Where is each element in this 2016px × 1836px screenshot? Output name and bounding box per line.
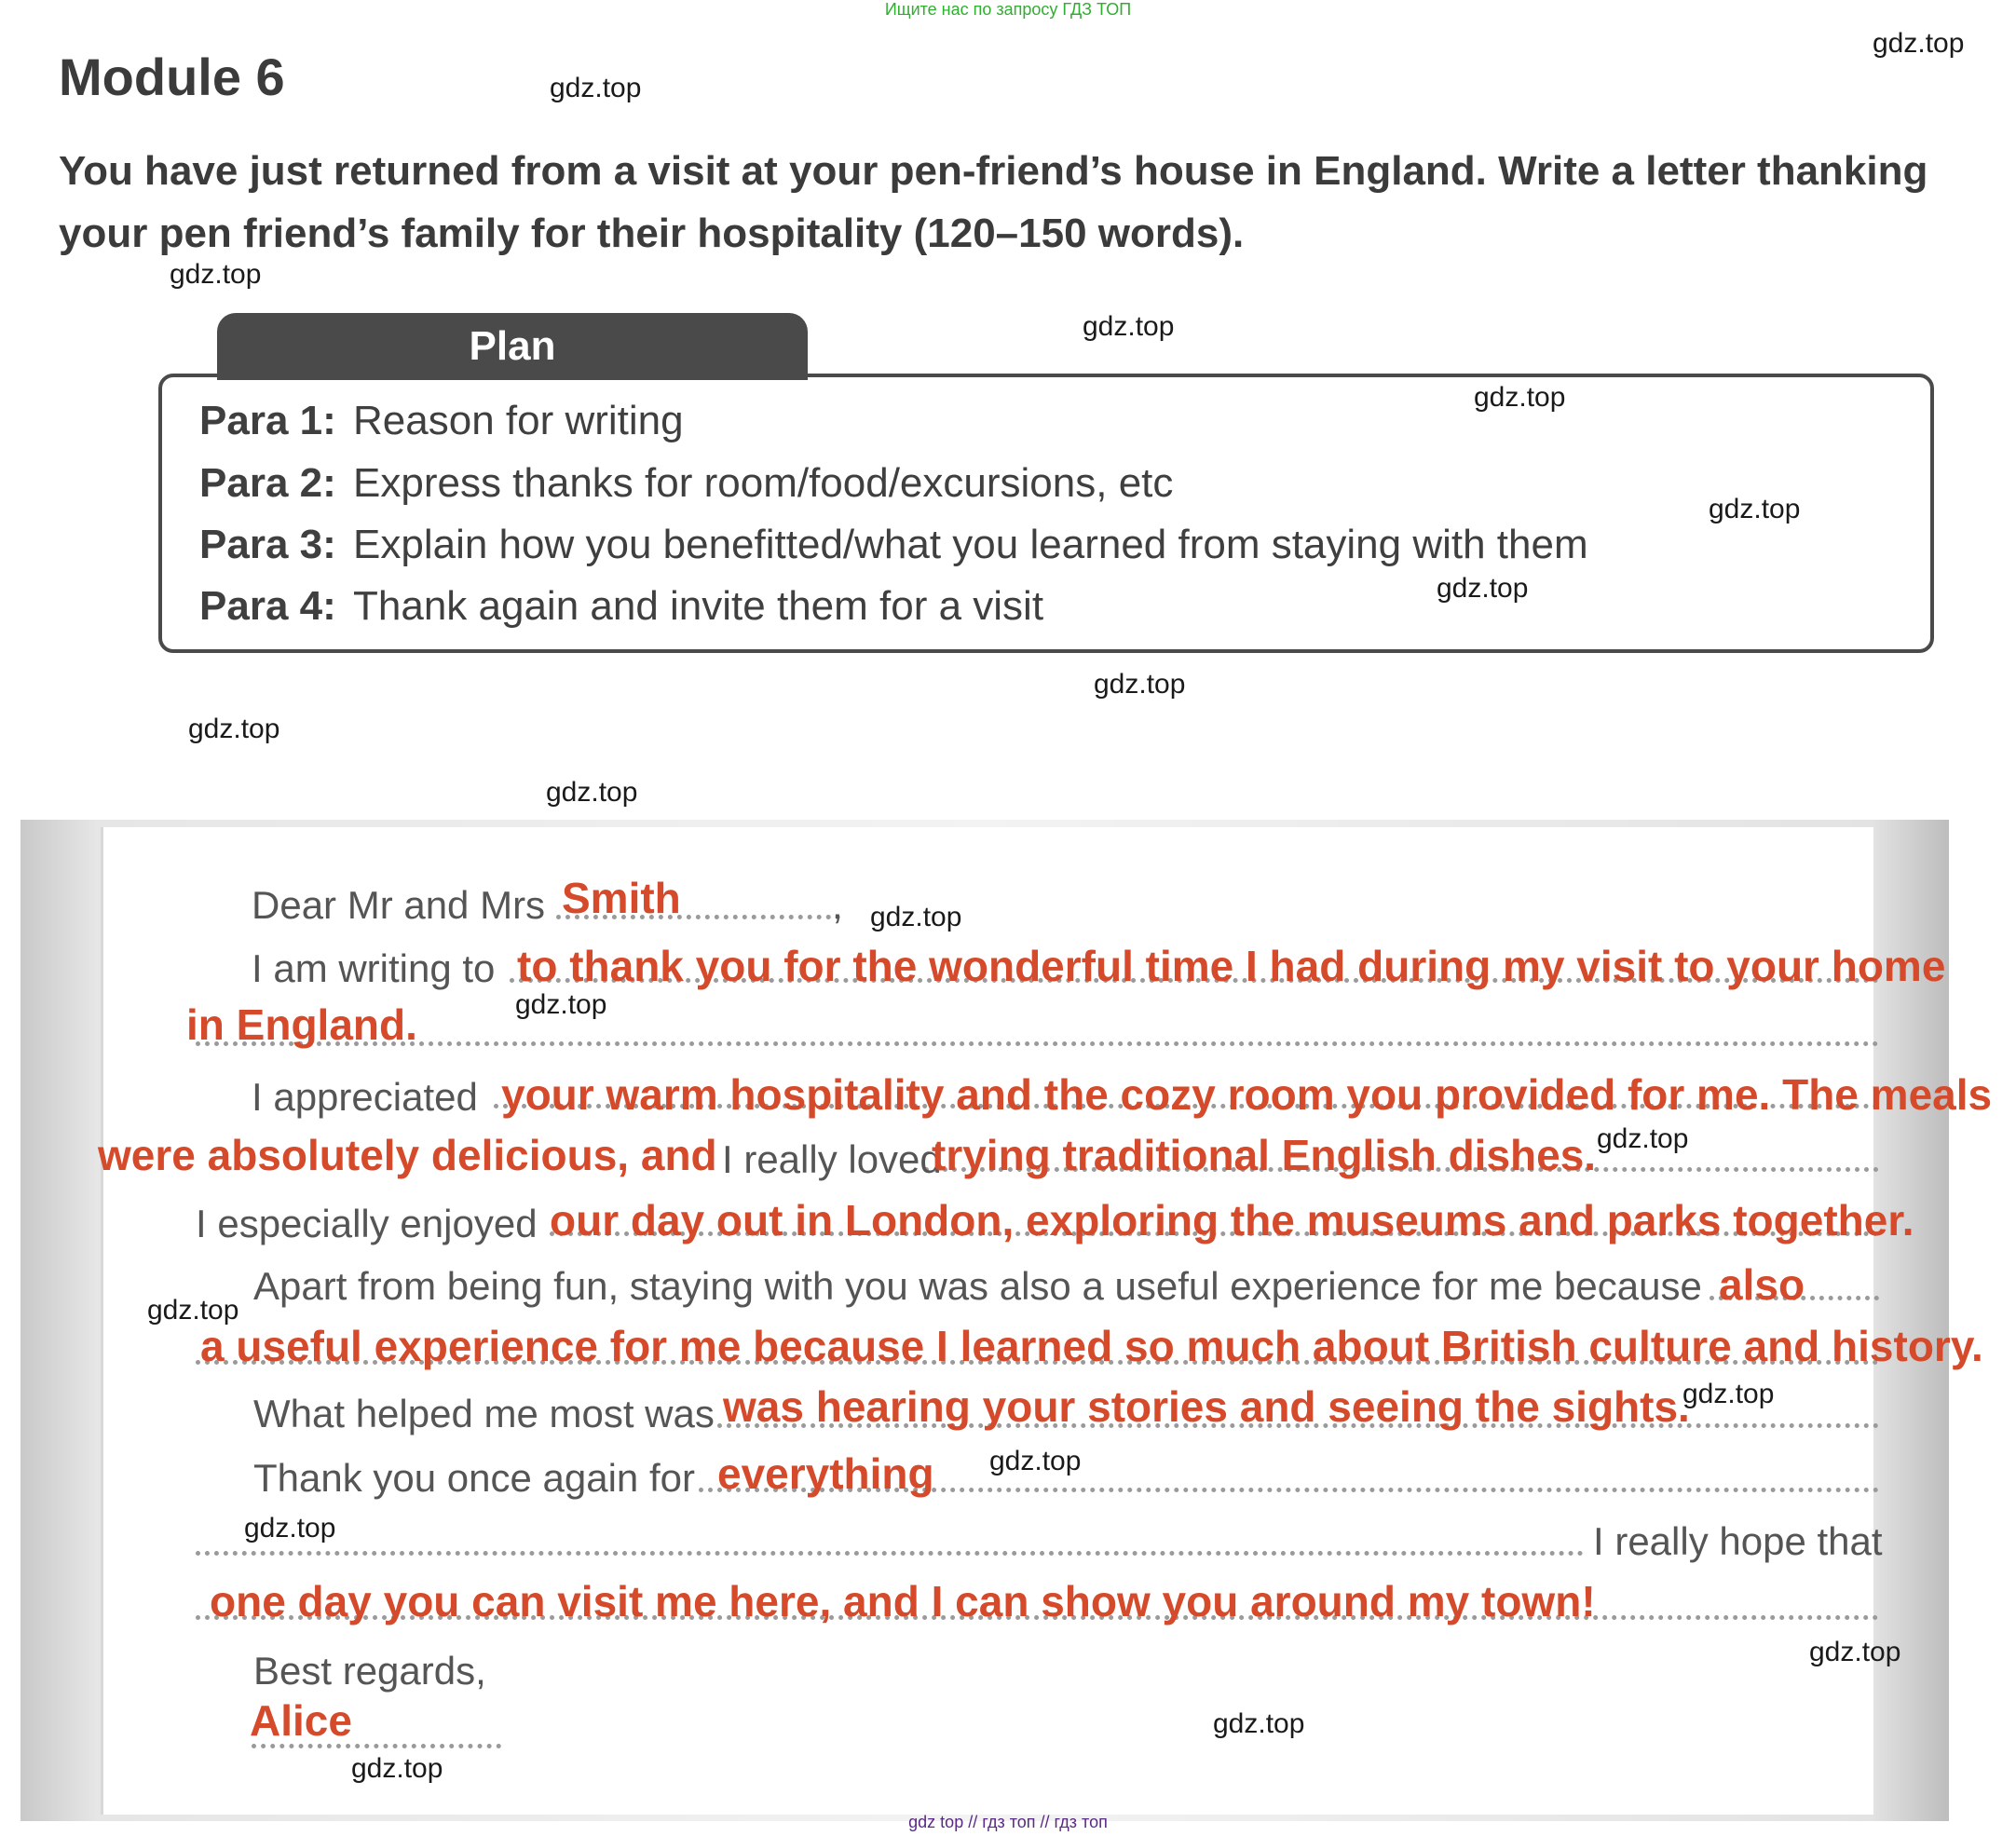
watermark: gdz.top xyxy=(1682,1379,1775,1409)
writing-answer-2: in England. xyxy=(186,1000,417,1049)
enjoyed-prompt: I especially enjoyed xyxy=(196,1202,538,1245)
apart-answer-1: also xyxy=(1719,1260,1805,1309)
watermark: gdz.top xyxy=(351,1753,443,1784)
plan-row-text: Express thanks for room/food/excursions, etc xyxy=(353,460,1174,506)
helped-answer: was hearing your stories and seeing the sights. xyxy=(723,1382,1690,1431)
enjoyed-answer: our day out in London, exploring the museums and parks together. xyxy=(550,1196,1914,1244)
plan-row-text: Reason for writing xyxy=(353,398,684,443)
plan-row-label: Para 4: xyxy=(199,583,336,629)
plan-row xyxy=(199,460,1173,507)
watermark: gdz.top xyxy=(1709,494,1801,524)
watermark: gdz.top xyxy=(1213,1708,1305,1739)
hope-prompt: I really hope that xyxy=(1593,1519,1883,1563)
bottom-banner: gdz top // гдз топ // гдз топ xyxy=(908,1813,1108,1831)
plan-row-text: Thank again and invite them for a visit xyxy=(353,583,1044,629)
watermark: gdz.top xyxy=(147,1295,239,1326)
watermark: gdz.top xyxy=(1474,382,1566,413)
watermark: gdz.top xyxy=(870,902,962,932)
closing: Best regards, xyxy=(253,1649,486,1693)
watermark: gdz.top xyxy=(1083,311,1175,342)
watermark: gdz.top xyxy=(1437,573,1529,604)
loved-prompt: I really loved xyxy=(722,1137,942,1181)
watermark: gdz.top xyxy=(546,777,638,808)
plan-box xyxy=(158,374,1934,653)
apart-answer-2: a useful experience for me because I learned so much about British culture and history. xyxy=(200,1322,1983,1370)
watermark: gdz.top xyxy=(989,1446,1082,1476)
plan-row xyxy=(199,398,684,444)
dotted-line xyxy=(196,1041,1879,1046)
watermark: gdz.top xyxy=(1597,1123,1689,1154)
top-banner: Ищите нас по запросу ГДЗ ТОП xyxy=(884,0,1132,19)
plan-row-label: Para 2: xyxy=(199,460,336,506)
signature: Alice xyxy=(250,1696,352,1745)
plan-row-label: Para 3: xyxy=(199,522,336,567)
watermark: gdz.top xyxy=(1094,669,1186,700)
task-instruction: You have just returned from a visit at your pen-friend’s house in England. Write a letter thanking your pen friend’s family for their hospitality (120–150 words). xyxy=(59,148,1928,256)
greeting-answer: Smith xyxy=(562,874,681,922)
watermark: gdz.top xyxy=(244,1513,336,1544)
apart-prompt: Apart from being fun, staying with you was also a useful experience for me because xyxy=(253,1264,1702,1308)
hope-answer: one day you can visit me here, and I can show you around my town! xyxy=(210,1577,1596,1625)
writing-answer-1: to thank you for the wonderful time I had during my visit to your home xyxy=(517,942,1946,990)
plan-row-label: Para 1: xyxy=(199,398,336,443)
appreciated-answer-1: your warm hospitality and the cozy room you provided for me. The meals xyxy=(501,1070,1993,1119)
appreciated-answer-2: were absolutely delicious, and xyxy=(98,1131,717,1179)
plan-row xyxy=(199,522,1588,568)
watermark: gdz.top xyxy=(1809,1637,1901,1667)
appreciated-prompt: I appreciated xyxy=(252,1075,478,1119)
watermark: gdz.top xyxy=(1873,28,1965,59)
dotted-line xyxy=(196,1551,1584,1556)
letter-greeting: Dear Mr and Mrs xyxy=(252,883,546,927)
greeting-comma: , xyxy=(832,883,843,927)
watermark: gdz.top xyxy=(170,259,262,290)
thankyou-answer: everything xyxy=(717,1449,934,1498)
watermark: gdz.top xyxy=(550,73,642,103)
plan-tab xyxy=(217,313,808,380)
loved-answer: trying traditional English dishes. xyxy=(932,1131,1597,1179)
thankyou-prompt: Thank you once again for xyxy=(253,1456,695,1500)
watermark: gdz.top xyxy=(515,989,607,1020)
plan-row xyxy=(199,583,1043,630)
module-title: Module 6 xyxy=(59,48,285,106)
plan-tab-label: Plan xyxy=(469,323,556,369)
helped-prompt: What helped me most was xyxy=(253,1392,715,1435)
plan-row-text: Explain how you benefitted/what you learned from staying with them xyxy=(353,522,1588,567)
writing-prompt: I am writing to xyxy=(252,946,496,990)
watermark: gdz.top xyxy=(188,714,280,744)
